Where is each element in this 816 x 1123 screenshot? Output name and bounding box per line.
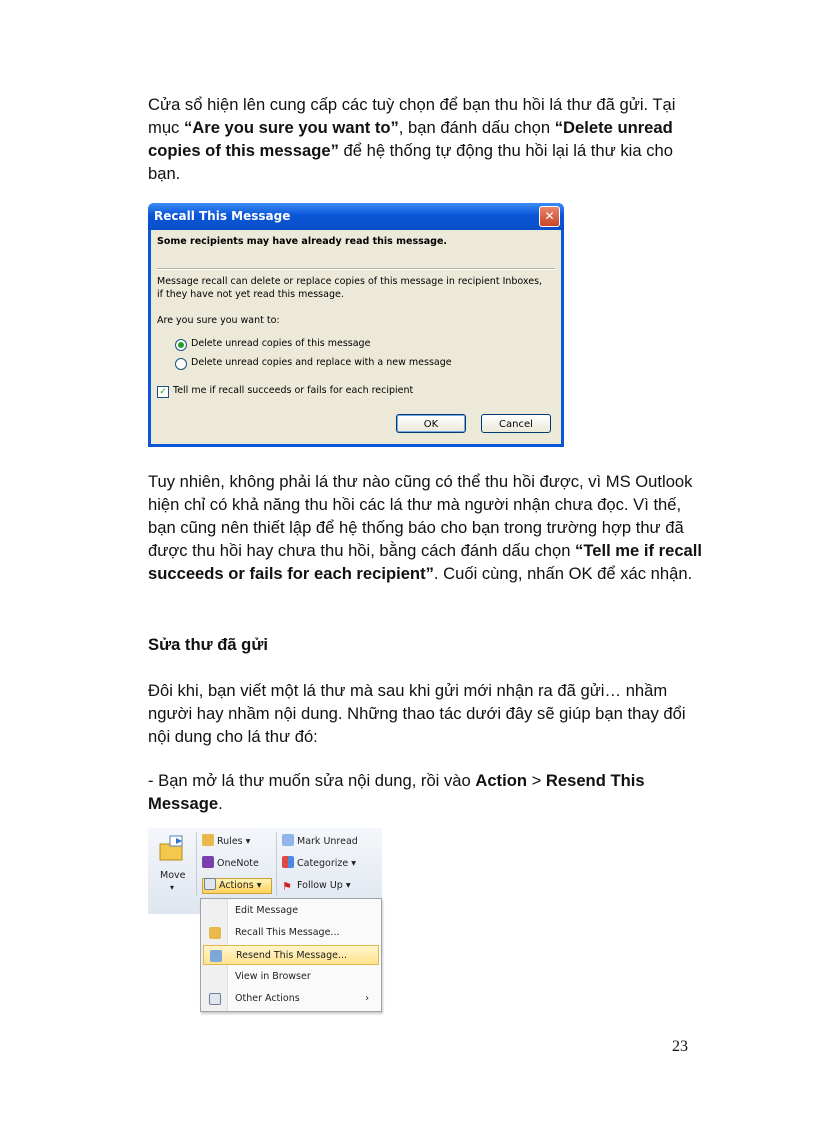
rules-button[interactable]: Rules ▾ xyxy=(202,834,250,850)
actions-icon xyxy=(204,878,216,890)
note-paragraph: Tuy nhiên, không phải lá thư nào cũng có thể thu hồi được, vì MS Outlook hiện chỉ có khả năng thu hồi các lá thư mà người nhận chưa đọc. Vì thế, bạn cũng nên thiết lập để hệ thống báo cho bạn trong trường hợp thư đã được thu hồi hay chưa thu hồi, bằng cách đánh dấu chọn “Tell me if recall succeeds or fails for each recipient”. Cuối cùng, nhấn OK để xác nhận. xyxy=(148,472,703,583)
dialog-info-line2: if they have not yet read this message. xyxy=(157,289,344,300)
move-arrow-icon: ▾ xyxy=(170,883,175,892)
dialog-warning: Some recipients may have already read this message. xyxy=(157,236,448,247)
resend-icon xyxy=(210,950,222,962)
actions-button[interactable]: Actions ▾ xyxy=(204,878,262,894)
ribbon-separator xyxy=(196,832,197,896)
cancel-button[interactable]: Cancel xyxy=(481,414,551,433)
move-button[interactable]: Move xyxy=(160,870,186,881)
dialog-divider xyxy=(157,268,555,270)
dialog-question: Are you sure you want to: xyxy=(157,315,280,326)
dialog-body xyxy=(151,230,561,444)
step-paragraph: - Bạn mở lá thư muốn sửa nội dung, rồi vào Action > Resend This Message. xyxy=(148,771,645,813)
menu-item-recall-message[interactable]: Recall This Message... xyxy=(203,923,379,943)
intro-paragraph: Cửa sổ hiện lên cung cấp các tuỳ chọn để bạn thu hồi lá thư đã gửi. Tại mục “Are you sure you want to”, bạn đánh dấu chọn “Delete unread copies of this message” để hệ thống tự động thu hồi lại lá thư kia cho bạn. xyxy=(148,95,676,183)
categorize-icon xyxy=(282,856,294,868)
other-actions-icon xyxy=(209,993,221,1005)
ribbon-separator xyxy=(276,832,277,896)
dialog-titlebar xyxy=(148,203,564,230)
ok-button[interactable]: OK xyxy=(396,414,466,433)
envelope-icon xyxy=(282,834,294,846)
submenu-arrow-icon: › xyxy=(365,993,369,1004)
page-number: 23 xyxy=(672,1038,688,1055)
tell-me-label: Tell me if recall succeeds or fails for each recipient xyxy=(173,385,414,396)
actions-menu-screenshot xyxy=(148,828,382,1016)
close-icon[interactable]: ✕ xyxy=(539,206,560,227)
recall-message-dialog xyxy=(148,203,564,447)
onenote-button[interactable]: OneNote xyxy=(202,856,259,872)
menu-item-resend-message[interactable]: Resend This Message... xyxy=(203,945,379,965)
replace-radio[interactable] xyxy=(175,358,187,370)
actions-dropdown-menu xyxy=(200,898,382,1012)
move-icon xyxy=(156,834,188,862)
option-delete-label: Delete unread copies of this message xyxy=(191,338,371,349)
option-replace-label: Delete unread copies and replace with a new message xyxy=(191,357,452,368)
dialog-info-line1: Message recall can delete or replace copies of this message in recipient Inboxes, xyxy=(157,276,543,287)
tell-me-checkbox[interactable]: ✓ xyxy=(157,386,169,398)
delete-unread-radio[interactable] xyxy=(175,339,187,351)
menu-item-edit-message[interactable]: Edit Message xyxy=(235,905,299,916)
menu-item-other-actions[interactable]: Other Actions › xyxy=(203,989,379,1009)
follow-up-button[interactable]: ⚑ Follow Up ▾ xyxy=(282,880,351,893)
edit-intro-paragraph: Đôi khi, bạn viết một lá thư mà sau khi gửi mới nhận ra đã gửi… nhầm người hay nhầm nội dung. Những thao tác dưới đây sẽ giúp bạn thay đổi nội dung cho lá thư đó: xyxy=(148,681,686,746)
section-heading: Sửa thư đã gửi xyxy=(148,635,268,654)
mark-unread-button[interactable]: Mark Unread xyxy=(282,834,358,850)
recall-icon xyxy=(209,927,221,939)
dialog-title: Recall This Message xyxy=(154,209,291,223)
categorize-button[interactable]: Categorize ▾ xyxy=(282,856,356,872)
rules-icon xyxy=(202,834,214,846)
menu-item-view-in-browser[interactable]: View in Browser xyxy=(235,971,311,982)
onenote-icon xyxy=(202,856,214,868)
flag-icon: ⚑ xyxy=(282,880,292,893)
